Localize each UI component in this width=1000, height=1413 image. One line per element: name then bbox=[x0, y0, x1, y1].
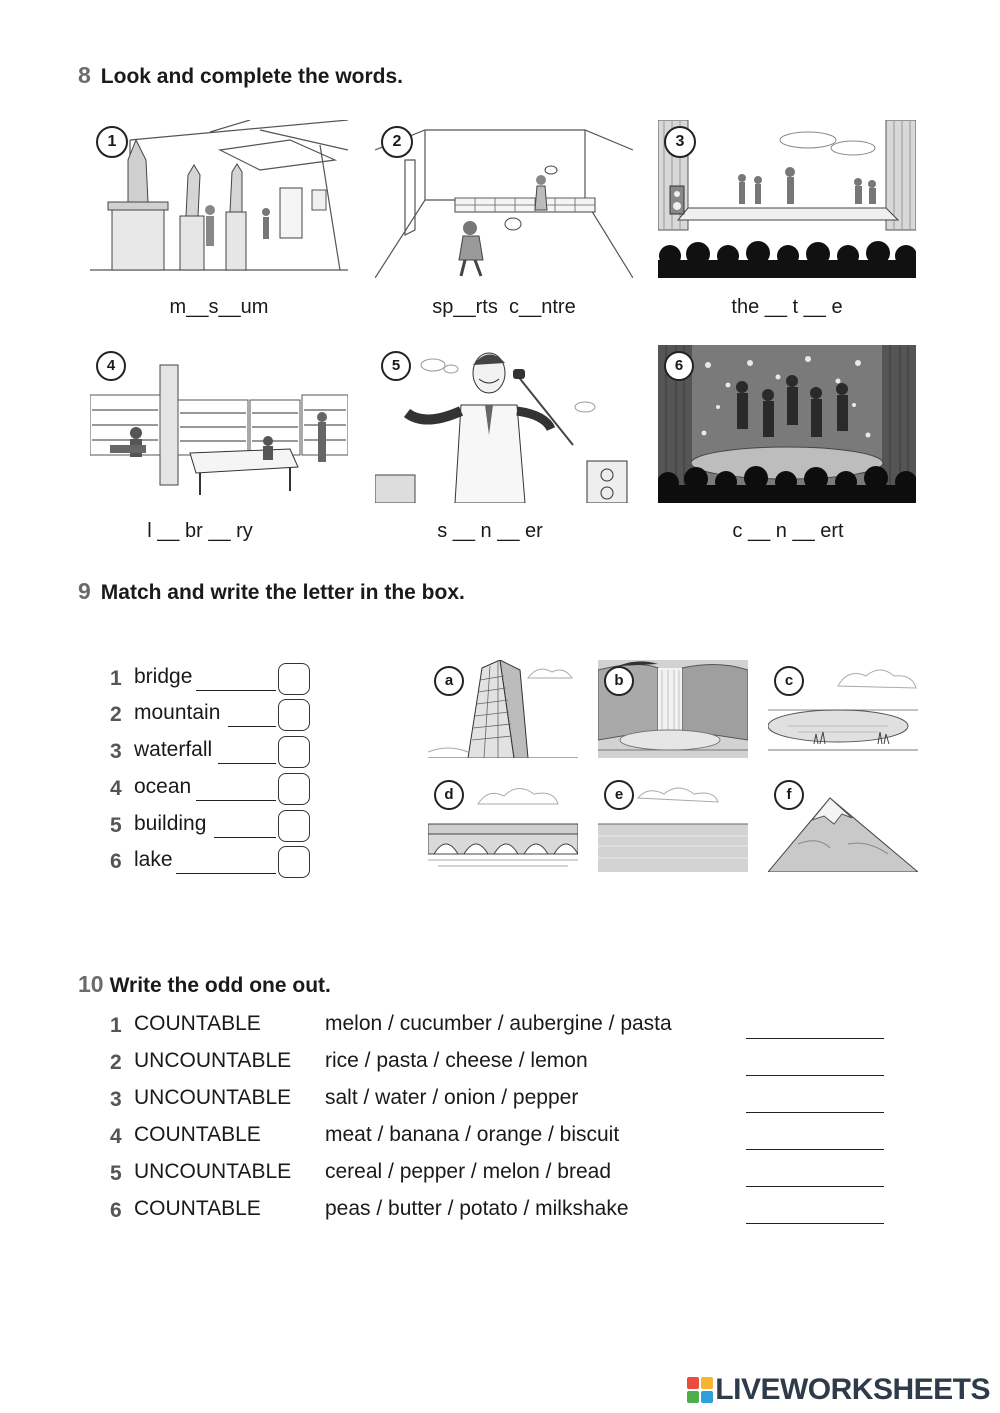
section-title: Write the odd one out. bbox=[109, 974, 331, 997]
section-8-heading bbox=[78, 62, 403, 89]
caption-concert[interactable]: c __ n __ ert bbox=[732, 520, 844, 542]
badge: 4 bbox=[96, 351, 126, 381]
row-category: COUNTABLE bbox=[134, 1012, 261, 1035]
row-words: cereal / pepper / melon / bread bbox=[325, 1160, 612, 1183]
row-number: 4 bbox=[110, 1125, 122, 1148]
odd-one-out-row bbox=[110, 1160, 890, 1196]
answer-box[interactable] bbox=[278, 663, 310, 695]
odd-one-out-row bbox=[110, 1049, 890, 1085]
match-word: bridge bbox=[134, 665, 193, 688]
picture-concert bbox=[658, 345, 916, 503]
row-number: 6 bbox=[110, 1199, 122, 1222]
row-category: UNCOUNTABLE bbox=[134, 1086, 292, 1109]
match-word: mountain bbox=[134, 701, 221, 724]
match-word: lake bbox=[134, 848, 173, 871]
odd-one-out-row bbox=[110, 1086, 890, 1122]
match-row bbox=[110, 846, 310, 882]
match-row bbox=[110, 736, 310, 772]
match-row bbox=[110, 663, 310, 699]
badge: 6 bbox=[664, 351, 694, 381]
answer-line bbox=[228, 726, 276, 727]
row-number: 1 bbox=[110, 1014, 122, 1037]
answer-line bbox=[218, 763, 276, 764]
theatre-illustration bbox=[658, 120, 916, 278]
section-title: Look and complete the words. bbox=[100, 65, 403, 88]
picture-library bbox=[90, 345, 348, 503]
answer-box[interactable] bbox=[278, 846, 310, 878]
picture-lake bbox=[768, 660, 918, 758]
answer-line bbox=[196, 690, 276, 691]
odd-one-out-row bbox=[110, 1012, 890, 1048]
odd-one-out-row bbox=[110, 1197, 890, 1233]
answer-line[interactable] bbox=[746, 1223, 884, 1224]
row-words: salt / water / onion / pepper bbox=[325, 1086, 579, 1109]
match-row bbox=[110, 810, 310, 846]
section-number: 9 bbox=[78, 578, 91, 604]
match-word: ocean bbox=[134, 775, 192, 798]
answer-box[interactable] bbox=[278, 773, 310, 805]
badge: b bbox=[604, 666, 634, 696]
badge: e bbox=[604, 780, 634, 810]
concert-illustration bbox=[658, 345, 916, 503]
match-number: 2 bbox=[110, 703, 122, 726]
row-words: melon / cucumber / aubergine / pasta bbox=[325, 1012, 672, 1035]
picture-singer bbox=[375, 345, 633, 503]
liveworksheets-logo[interactable] bbox=[687, 1373, 990, 1407]
picture-building bbox=[428, 660, 578, 758]
logo-text: LIVEWORKSHEETS bbox=[715, 1373, 990, 1406]
row-category: COUNTABLE bbox=[134, 1197, 261, 1220]
match-number: 5 bbox=[110, 814, 122, 837]
picture-museum bbox=[90, 120, 348, 278]
row-words: meat / banana / orange / biscuit bbox=[325, 1123, 620, 1146]
row-number: 3 bbox=[110, 1088, 122, 1111]
picture-waterfall bbox=[598, 660, 748, 758]
badge: 1 bbox=[96, 126, 128, 158]
library-illustration bbox=[90, 345, 348, 503]
answer-box[interactable] bbox=[278, 810, 310, 842]
liveworksheets-logo-icon bbox=[687, 1377, 713, 1403]
caption-museum[interactable]: m__s__um bbox=[169, 296, 269, 318]
badge: 3 bbox=[664, 126, 696, 158]
badge: a bbox=[434, 666, 464, 696]
caption-library[interactable]: l __ br __ ry bbox=[147, 520, 253, 542]
odd-one-out-row bbox=[110, 1123, 890, 1159]
row-category: COUNTABLE bbox=[134, 1123, 261, 1146]
row-words: peas / butter / potato / milkshake bbox=[325, 1197, 629, 1220]
picture-sports-centre bbox=[375, 120, 633, 278]
row-category: UNCOUNTABLE bbox=[134, 1049, 292, 1072]
row-number: 5 bbox=[110, 1162, 122, 1185]
answer-line[interactable] bbox=[746, 1186, 884, 1187]
section-10-heading bbox=[78, 971, 331, 998]
answer-line[interactable] bbox=[746, 1038, 884, 1039]
section-number: 8 bbox=[78, 62, 91, 88]
picture-theatre bbox=[658, 120, 916, 278]
badge: d bbox=[434, 780, 464, 810]
answer-box[interactable] bbox=[278, 736, 310, 768]
caption-theatre[interactable]: the __ t __ e bbox=[731, 296, 843, 318]
match-word: building bbox=[134, 812, 207, 835]
badge: 2 bbox=[381, 126, 413, 158]
answer-line bbox=[214, 837, 276, 838]
badge: 5 bbox=[381, 351, 411, 381]
match-number: 3 bbox=[110, 740, 122, 763]
row-category: UNCOUNTABLE bbox=[134, 1160, 292, 1183]
picture-mountain bbox=[768, 774, 918, 872]
row-number: 2 bbox=[110, 1051, 122, 1074]
answer-line[interactable] bbox=[746, 1075, 884, 1076]
section-9-heading bbox=[78, 578, 465, 605]
section-number: 10 bbox=[78, 971, 104, 997]
answer-line[interactable] bbox=[746, 1112, 884, 1113]
section-title: Match and write the letter in the box. bbox=[100, 581, 465, 604]
match-number: 6 bbox=[110, 850, 122, 873]
sports-centre-illustration bbox=[375, 120, 633, 278]
museum-illustration bbox=[90, 120, 348, 278]
answer-line bbox=[196, 800, 276, 801]
match-number: 1 bbox=[110, 667, 122, 690]
row-words: rice / pasta / cheese / lemon bbox=[325, 1049, 588, 1072]
answer-box[interactable] bbox=[278, 699, 310, 731]
match-number: 4 bbox=[110, 777, 122, 800]
caption-singer[interactable]: s __ n __ er bbox=[437, 520, 543, 542]
answer-line bbox=[176, 873, 276, 874]
answer-line[interactable] bbox=[746, 1149, 884, 1150]
badge: f bbox=[774, 780, 804, 810]
match-row bbox=[110, 773, 310, 809]
singer-illustration bbox=[375, 345, 633, 503]
match-row bbox=[110, 699, 310, 735]
badge: c bbox=[774, 666, 804, 696]
caption-sports-centre[interactable]: sp__rts c__ntre bbox=[432, 296, 576, 318]
picture-bridge bbox=[428, 774, 578, 872]
match-word: waterfall bbox=[134, 738, 213, 761]
picture-ocean bbox=[598, 774, 748, 872]
